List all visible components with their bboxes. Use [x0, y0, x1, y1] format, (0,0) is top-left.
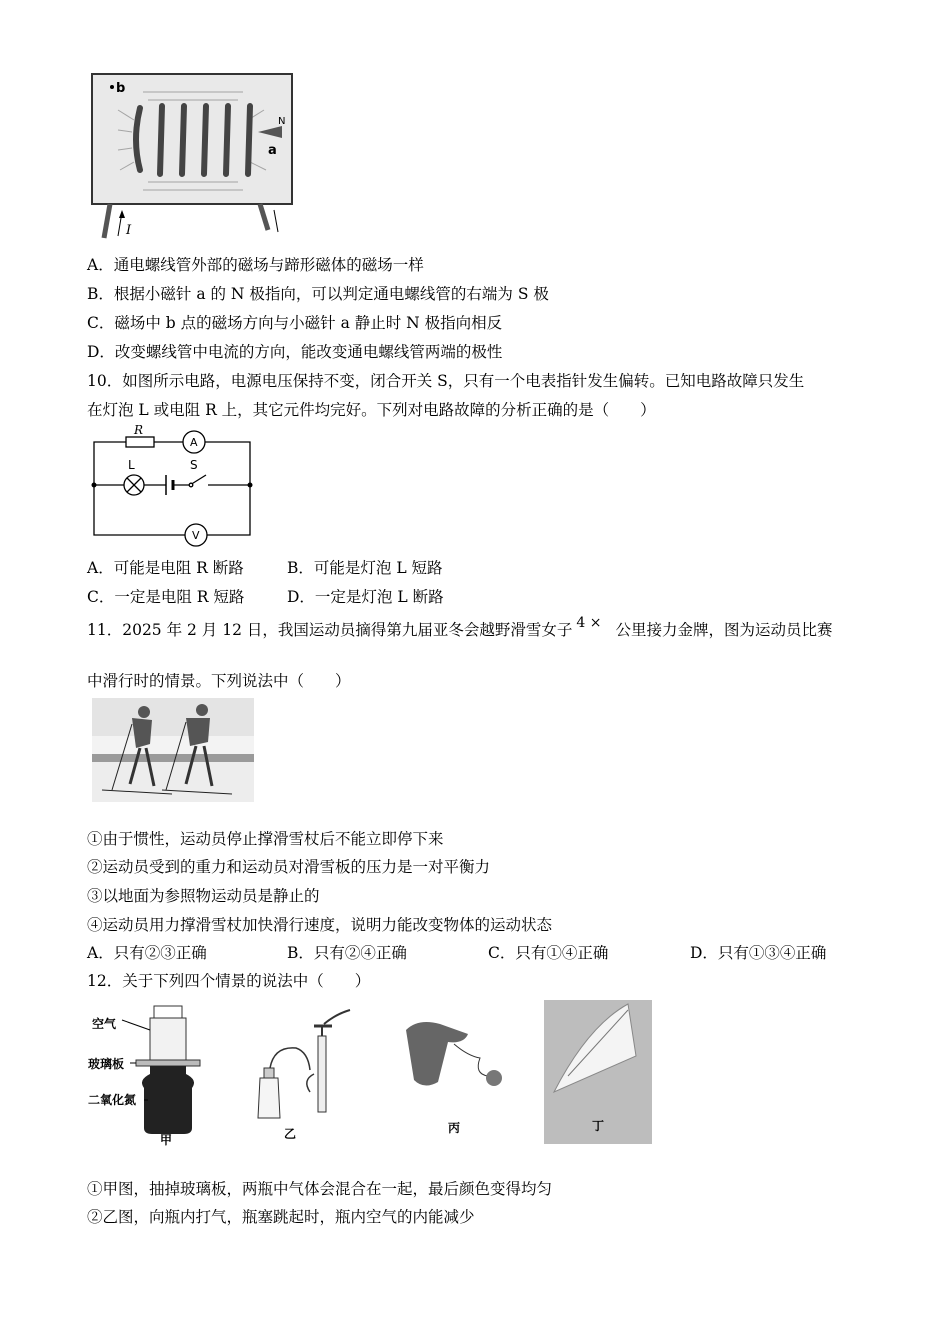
q11-stem-line1: [87, 615, 833, 641]
point-b-label: b: [116, 81, 126, 96]
switch-label: S: [190, 458, 198, 472]
ammeter-label: A: [190, 436, 198, 449]
air-label: 空气: [92, 1017, 117, 1031]
q10-stem-line2: 在灯泡 L 或电阻 R 上，其它元件均完好。下列对电路故障的分析正确的是（ ）: [87, 401, 656, 419]
q9-option-a: A．通电螺线管外部的磁场与蹄形磁体的磁场一样: [87, 256, 424, 274]
q11-option-d: D．只有①③④正确: [690, 944, 827, 962]
formula: 4 ×: [576, 615, 602, 631]
resistor-symbol: [126, 437, 154, 447]
four-scenes-figure: [88, 996, 658, 1148]
resistor-label: R: [134, 425, 144, 437]
q9-option-c: C．磁场中 b 点的磁场方向与小磁针 a 静止时 N 极指向相反: [87, 314, 503, 332]
north-label: N: [278, 116, 286, 127]
circuit-diagram: [86, 425, 258, 549]
jia-label: 甲: [160, 1133, 173, 1147]
q11-statement-4: ④运动员用力撑滑雪杖加快滑行速度，说明力能改变物体的运动状态: [87, 916, 553, 934]
q10-stem-line1: 10．如图所示电路，电源电压保持不变，闭合开关 S，只有一个电表指针发生偏转。已知电路故障只发生: [87, 372, 805, 390]
needle-a-label: a: [268, 143, 277, 158]
current-label: I: [126, 223, 132, 238]
q11-statement-1: ①由于惯性，运动员停止撑滑雪杖后不能立即停下来: [87, 830, 444, 848]
q12-statement-1: ①甲图，抽掉玻璃板，两瓶中气体会混合在一起，最后颜色变得均匀: [87, 1180, 553, 1198]
q9-option-b: B．根据小磁针 a 的 N 极指向，可以判定通电螺线管的右端为 S 极: [87, 285, 549, 303]
scene-ding: [544, 1000, 652, 1144]
q10-option-a: A．可能是电阻 R 断路: [87, 559, 244, 577]
voltmeter-label: V: [192, 529, 200, 542]
no2-label: 二氧化氮: [88, 1093, 137, 1107]
q11-option-a: A．只有②③正确: [87, 944, 207, 962]
q11-statement-2: ②运动员受到的重力和运动员对滑雪板的压力是一对平衡力: [87, 858, 491, 876]
q11-stem-part-a: 11．2025 年 2 月 12 日，我国运动员摘得第九届亚冬会越野滑雪女子: [87, 621, 573, 639]
q11-stem-line2: 中滑行时的情景。下列说法中（ ）: [87, 672, 351, 690]
lamp-label: L: [128, 458, 135, 472]
q10-option-c: C．一定是电阻 R 短路: [87, 588, 245, 606]
ding-label: 丁: [592, 1119, 605, 1133]
q12-statement-2: ②乙图，向瓶内打气，瓶塞跳起时，瓶内空气的内能减少: [87, 1208, 475, 1226]
skiing-photo: [92, 698, 254, 802]
q11-statement-3: ③以地面为参照物运动员是静止的: [87, 887, 320, 905]
q11-stem-part-b: 公里接力金牌，图为运动员比赛: [615, 621, 833, 639]
q11-option-b: B．只有②④正确: [287, 944, 407, 962]
bing-label: 丙: [448, 1121, 461, 1135]
q12-stem: 12．关于下列四个情景的说法中（ ）: [87, 972, 371, 990]
q10-option-d: D．一定是灯泡 L 断路: [287, 588, 444, 606]
q9-option-d: D．改变螺线管中电流的方向，能改变通电螺线管两端的极性: [87, 343, 503, 361]
q10-option-b: B．可能是灯泡 L 短路: [287, 559, 443, 577]
solenoid-figure: [88, 70, 298, 242]
glass-label: 玻璃板: [88, 1057, 125, 1071]
yi-label: 乙: [284, 1127, 297, 1141]
q11-option-c: C．只有①④正确: [488, 944, 609, 962]
